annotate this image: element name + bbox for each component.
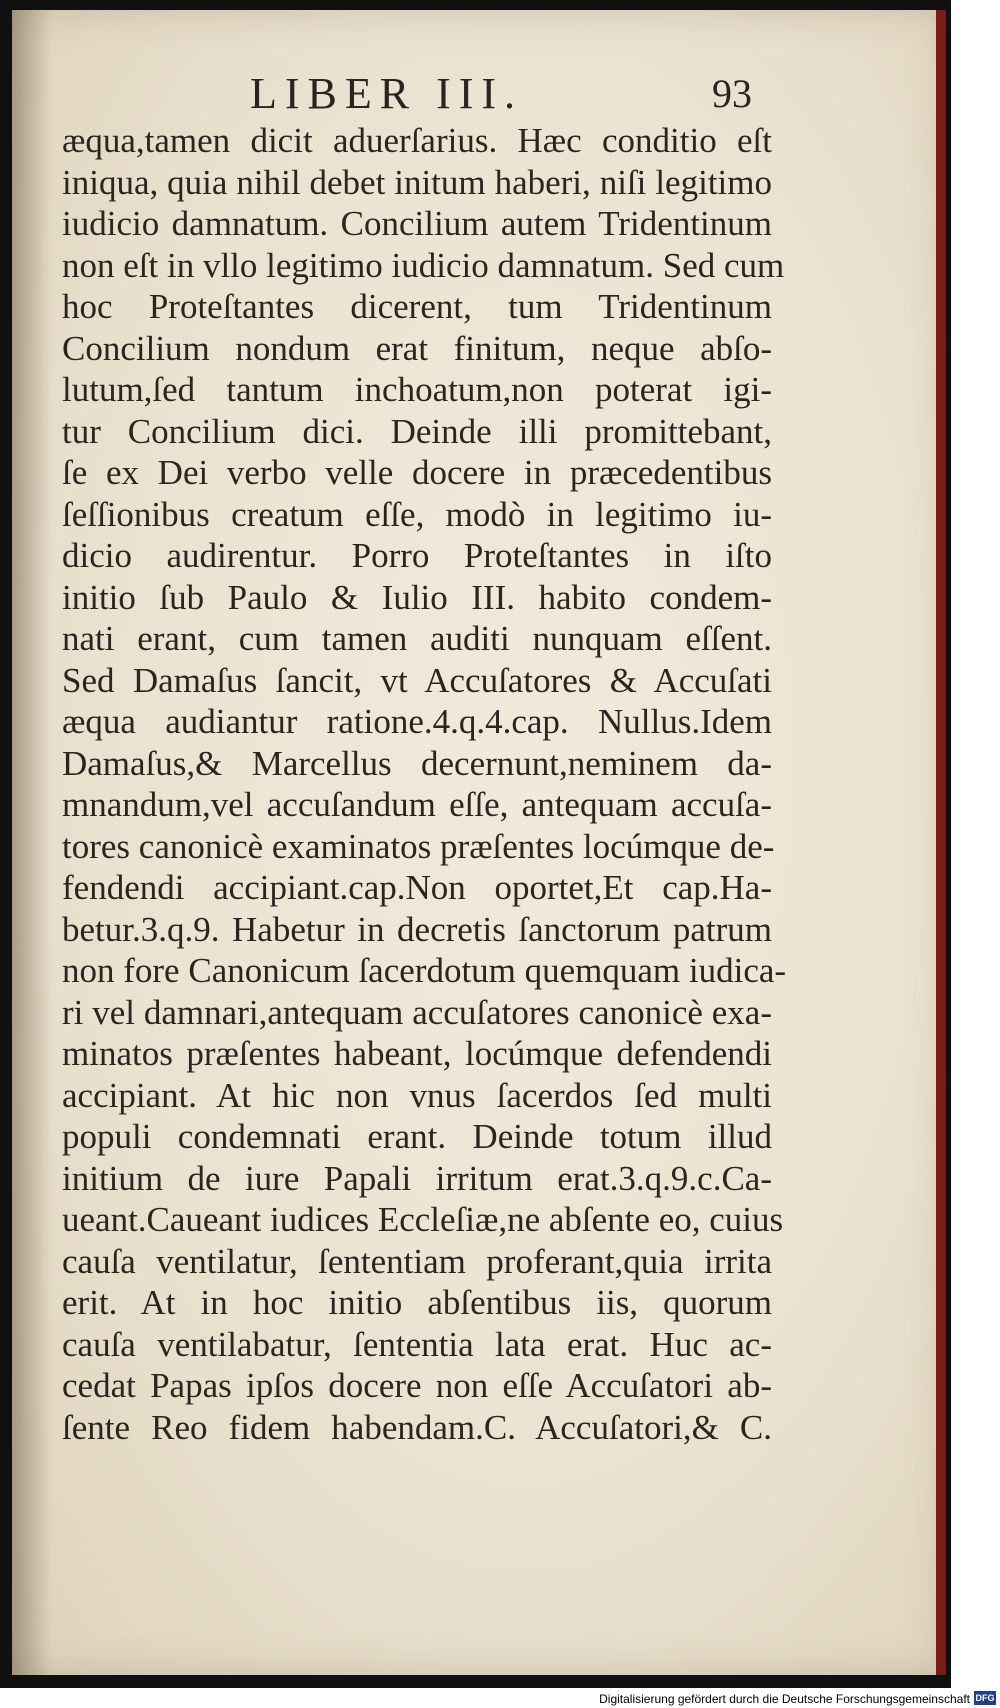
text-line: Concilium nondum erat finitum, neque abſo- (62, 328, 772, 368)
text-line: Damaſus,& Marcellus decernunt,neminem da- (62, 743, 772, 783)
running-title: LIBER III. (250, 69, 524, 118)
page-number: 93 (712, 71, 752, 116)
text-line: ſente Reo fidem habendam.C. Accuſatori,& C. (62, 1407, 772, 1447)
text-line: non eſt in vllo legitimo iudicio damnatum. Sed cum (62, 245, 785, 285)
text-line: fendendi accipiant.cap.Non oportet,Et cap.Ha- (62, 868, 772, 907)
text-line: tur Concilium dici. Deinde illi promittebant, (62, 411, 772, 451)
text-line: Sed Damaſus ſancit, vt Accuſatores & Accuſati (62, 660, 772, 700)
text-line: ueant.Caueant iudices Eccleſiæ,ne abſente eo, cuius (62, 1200, 784, 1239)
dfg-logo: DFG (975, 1693, 995, 1703)
text-line: non fore Canonicum ſacerdotum quemquam iudica- (62, 951, 787, 990)
text-line: mnandum,vel accuſandum eſſe, antequam accuſa- (62, 785, 772, 824)
text-line: ſe ex Dei verbo velle docere in præcedentibus (62, 453, 772, 492)
text-line: æqua audiantur ratione.4.q.4.cap. Nullus.Idem (62, 702, 772, 741)
text-line: erit. At in hoc initio abſentibus iis, quorum (62, 1283, 772, 1322)
text-line: populi condemnati erant. Deinde totum illud (62, 1117, 772, 1156)
text-line: ri vel damnari,antequam accuſatores canonicè exa- (62, 992, 772, 1032)
book-page (12, 10, 946, 1675)
text-line: ſeſſionibus creatum eſſe, modò in legitimo iu- (62, 494, 772, 534)
text-line: cedat Papas ipſos docere non eſſe Accuſatori ab- (62, 1366, 772, 1405)
text-line: iniqua, quia nihil debet initum haberi, niſi legitimo (62, 162, 772, 202)
text-line: æqua,tamen dicit aduerſarius. Hæc conditio eſt (62, 121, 772, 160)
text-line: betur.3.q.9. Habetur in decretis ſanctorum patrum (62, 909, 772, 949)
digitization-credit: Digitalisierung gefördert durch die Deutsche Forschungsgemeinschaft (599, 1692, 970, 1706)
gutter-shadow (12, 10, 52, 1675)
text-line: dicio audirentur. Porro Proteſtantes in iſto (62, 536, 772, 575)
body-text (62, 120, 787, 1448)
text-line: tores canonicè examinatos præſentes locúmque de- (62, 826, 775, 866)
text-line: initium de iure Papali irritum erat.3.q.9.c.Ca- (62, 1158, 772, 1198)
text-line: cauſa ventilatur, ſententiam proferant,quia irrita (62, 1241, 772, 1281)
text-line: iudicio damnatum. Concilium autem Tridentinum (62, 204, 772, 243)
text-line: lutum,ſed tantum inchoatum,non poterat igi- (62, 370, 772, 409)
text-line: accipiant. At hic non vnus ſacerdos ſed multi (62, 1075, 772, 1115)
page-header (12, 68, 946, 118)
text-line: minatos præſentes habeant, locúmque defendendi (62, 1034, 772, 1073)
text-line: nati erant, cum tamen auditi nunquam eſſent. (62, 619, 772, 658)
binding-edge (936, 10, 946, 1675)
text-line: cauſa ventilabatur, ſententia lata erat. Huc ac- (62, 1324, 772, 1364)
text-line: hoc Proteſtantes dicerent, tum Tridentinum (62, 287, 772, 326)
text-line: initio ſub Paulo & Iulio III. habito condem- (62, 577, 772, 617)
